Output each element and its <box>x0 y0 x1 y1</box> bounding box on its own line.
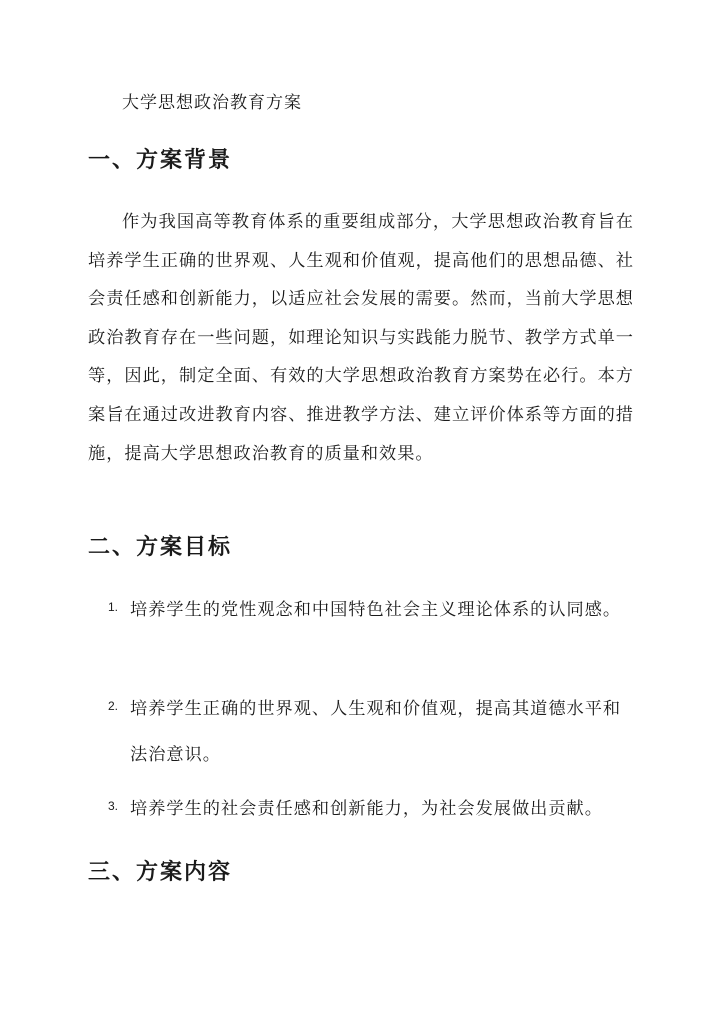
goal-text: 培养学生正确的世界观、人生观和价值观，提高其道德水平和法治意识。 <box>130 699 622 765</box>
goal-text: 培养学生的社会责任感和创新能力，为社会发展做出贡献。 <box>130 799 603 819</box>
goal-number: 2. <box>108 699 119 713</box>
section-heading-content: 三、方案内容 <box>88 859 233 885</box>
section-heading-goals: 二、方案目标 <box>88 534 233 560</box>
goal-number: 3. <box>108 799 119 813</box>
goal-list-item <box>88 587 634 633</box>
document-title: 大学思想政治教育方案 <box>122 93 302 113</box>
background-paragraph: 作为我国高等教育体系的重要组成部分，大学思想政治教育旨在培养学生正确的世界观、人生观和价值观，提高他们的思想品德、社会责任感和创新能力，以适应社会发展的需要。然而，当前大学思想政治教育存在一些问题，如理论知识与实践能力脱节、教学方式单一等，因此，制定全面、有效的大学思想政治教育方案势在必行。本方案旨在通过改进教育内容、推进教学方法、建立评价体系等方面的措施，提高大学思想政治教育的质量和效果。 <box>88 212 634 464</box>
section-heading-background: 一、方案背景 <box>88 147 233 173</box>
goal-number: 1. <box>108 600 119 614</box>
goal-list-item <box>88 686 634 778</box>
goal-text: 培养学生的党性观念和中国特色社会主义理论体系的认同感。 <box>130 600 622 620</box>
goal-list-item <box>88 786 634 832</box>
